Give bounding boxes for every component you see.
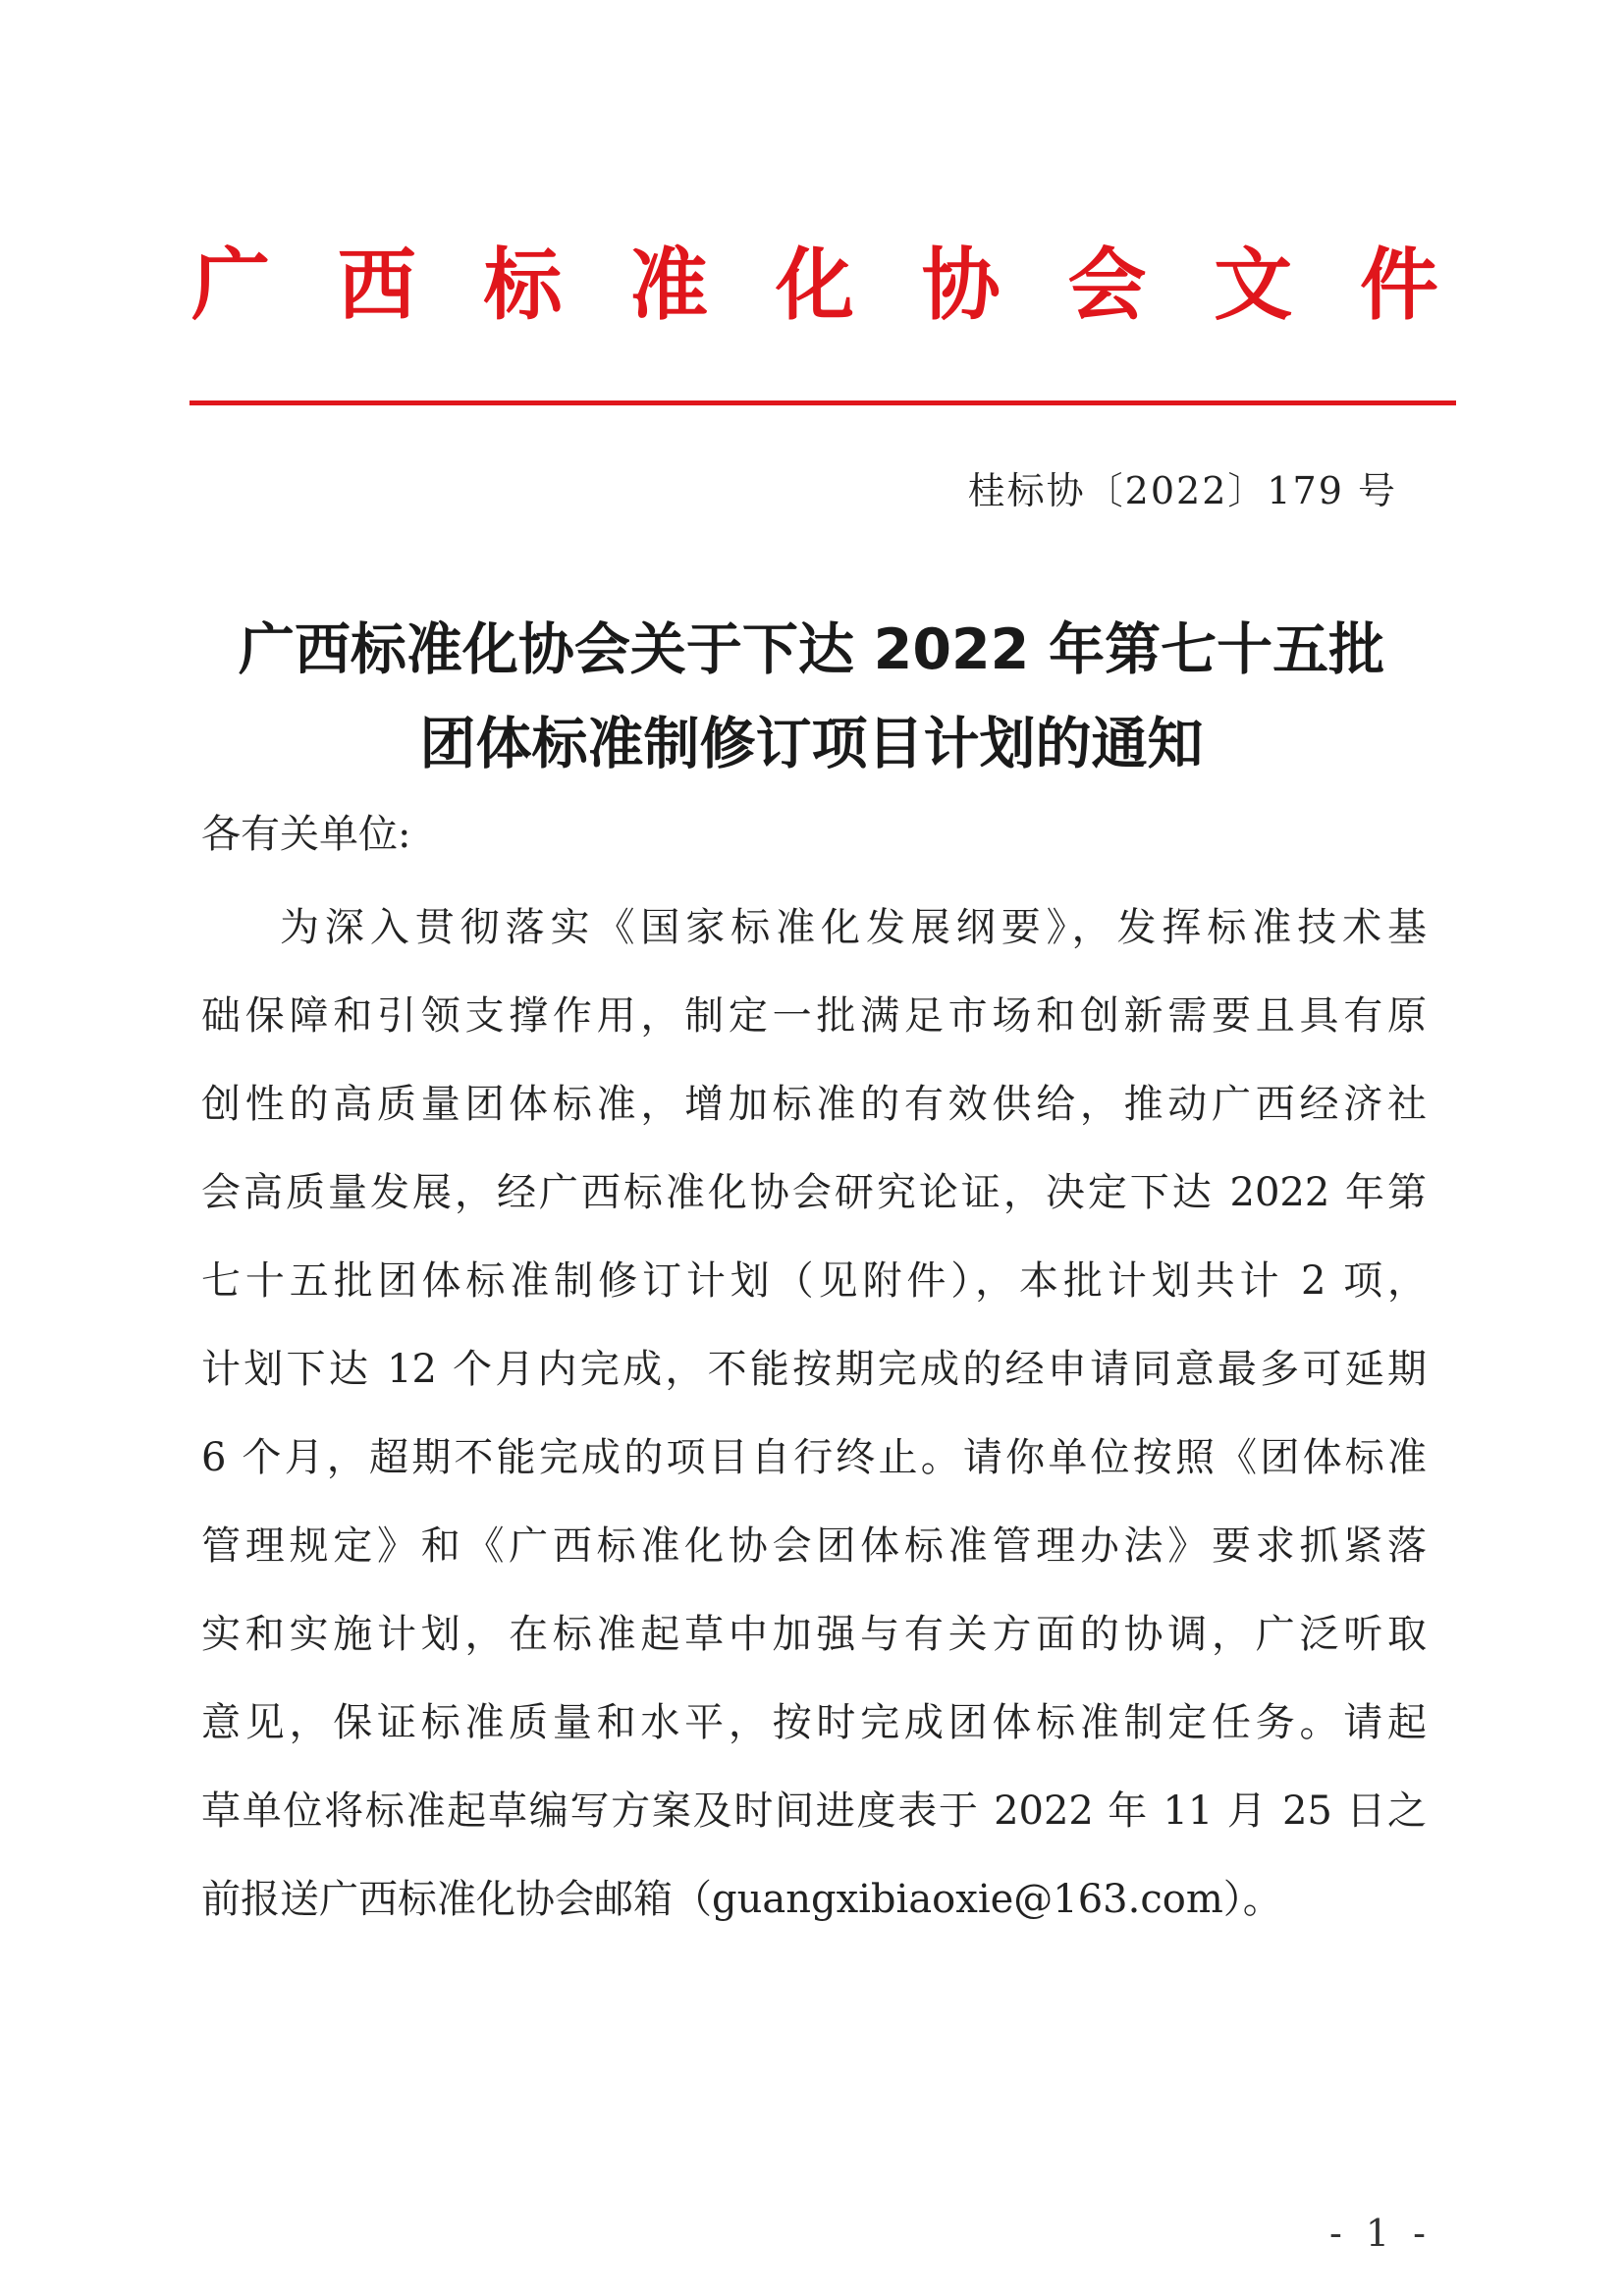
body-line: 会高质量发展，经广西标准化协会研究论证，决定下达 2022 年第 [201,1170,1427,1215]
notice-title-line-2: 团体标准制修订项目计划的通知 [419,712,1204,776]
header-char: 会 [1067,240,1147,331]
header-char: 化 [776,240,854,331]
body-line: 创性的高质量团体标准，增加标准的有效供给，推动广西经济社 [201,1082,1427,1127]
body-line: 实和实施计划，在标准起草中加强与有关方面的协调，广泛听取 [201,1612,1427,1657]
page-number: - 1 - [1328,2212,1432,2255]
body-line: 草单位将标准起草编写方案及时间进度表于 2022 年 11 月 25 日之 [201,1789,1427,1834]
header-char: 协 [921,240,1001,331]
body-line: 七十五批团体标准制修订计划（见附件），本批计划共计 2 项， [201,1258,1427,1304]
header-char: 准 [629,240,709,331]
header-char: 标 [483,240,563,331]
body-line: 6 个月，超期不能完成的项目自行终止。请你单位按照《团体标准 [201,1435,1427,1480]
header-char: 西 [337,240,416,331]
body-line: 计划下达 12 个月内完成，不能按期完成的经申请同意最多可延期 [201,1347,1427,1392]
body-line: 础保障和引领支撑作用，制定一批满足市场和创新需要且具有原 [201,993,1427,1039]
red-header-rule [189,400,1456,405]
header-char: 广 [191,240,270,331]
body-line: 为深入贯彻落实《国家标准化发展纲要》，发挥标准技术基 [280,905,1427,950]
salutation: 各有关单位: [201,812,411,857]
header-char: 件 [1360,240,1438,331]
document-header-title [191,232,1438,340]
document-number: 桂标协〔2022〕179 号 [967,469,1397,512]
body-line-with-email: 前报送广西标准化协会邮箱（guangxibiaoxie@163.com）。 [201,1877,1282,1922]
notice-title-line-1: 广西标准化协会关于下达 2022 年第七十五批 [238,617,1385,682]
body-line: 意见，保证标准质量和水平，按时完成团体标准制定任务。请起 [201,1700,1427,1745]
body-line: 管理规定》和《广西标准化协会团体标准管理办法》要求抓紧落 [201,1523,1427,1569]
header-char: 文 [1214,240,1293,331]
